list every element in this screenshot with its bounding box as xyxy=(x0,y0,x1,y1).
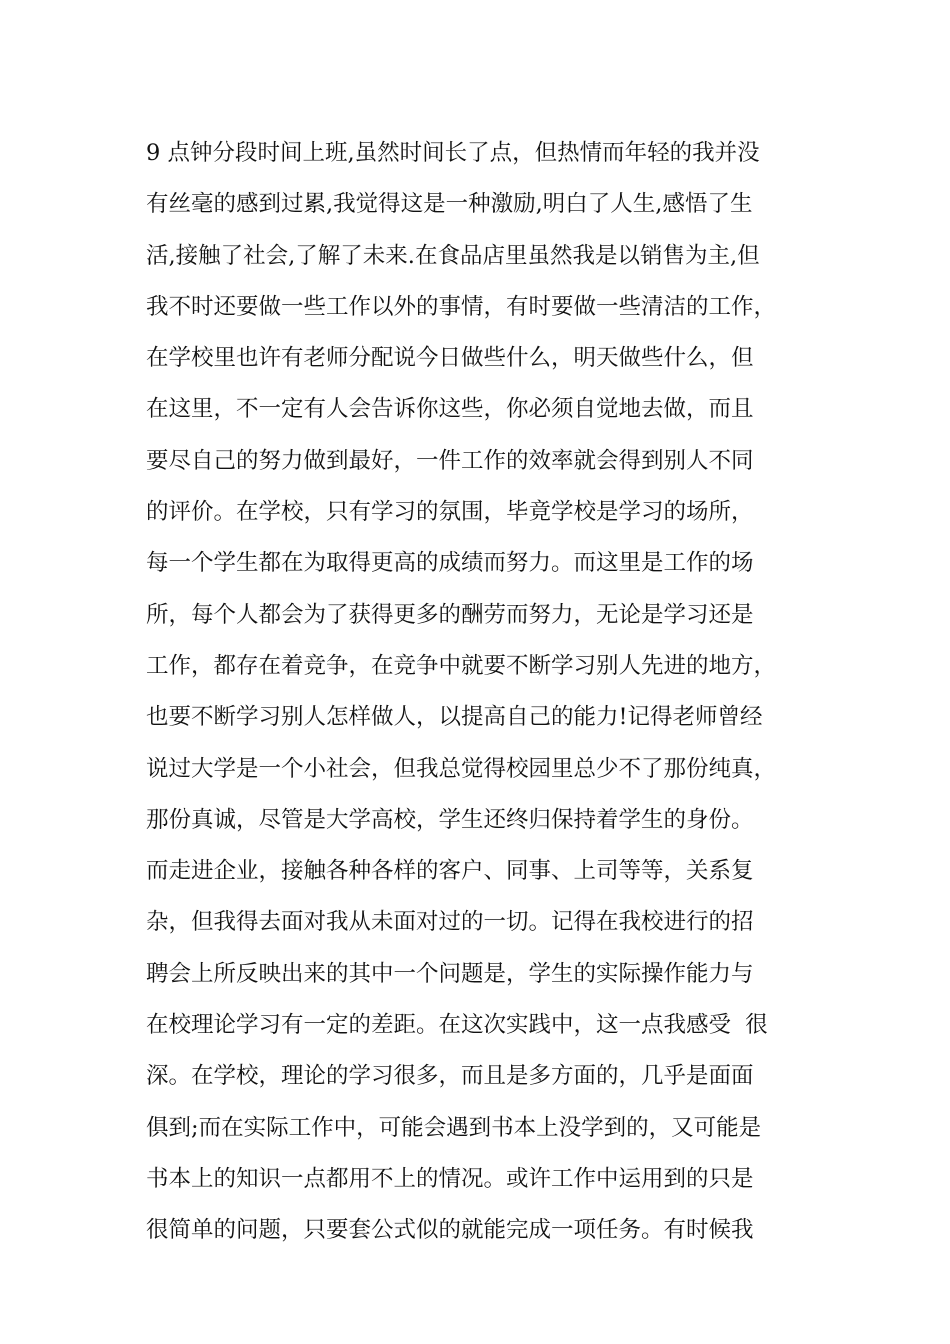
text-line-2: 有丝毫的感到过累,我觉得这是一种激励,明白了人生,感悟了生 xyxy=(146,191,753,218)
text-line-8: 的评价。在学校，只有学习的氛围，毕竟学校是学习的场所， xyxy=(146,499,754,526)
text-line-19: 深。在学校，理论的学习很多，而且是多方面的，几乎是面面 xyxy=(146,1063,754,1090)
text-line-10: 所，每个人都会为了获得更多的酬劳而努力，无论是学习还是 xyxy=(146,601,754,628)
text-line-17: 聘会上所反映出来的其中一个问题是，学生的实际操作能力与 xyxy=(146,960,754,987)
text-line-9: 每一个学生都在为取得更高的成绩而努力。而这里是工作的场 xyxy=(146,550,754,577)
text-line-14: 那份真诚，尽管是大学高校，学生还终归保持着学生的身份。 xyxy=(146,806,754,833)
text-line-13: 说过大学是一个小社会，但我总觉得校园里总少不了那份纯真， xyxy=(146,755,777,782)
text-line-16: 杂，但我得去面对我从未面对过的一切。记得在我校进行的招 xyxy=(146,909,754,936)
text-line-4: 我不时还要做一些工作以外的事情，有时要做一些清洁的工作， xyxy=(146,293,777,320)
text-line-20: 俱到;而在实际工作中，可能会遇到书本上没学到的，又可能是 xyxy=(146,1114,762,1141)
body-text xyxy=(146,128,826,1257)
text-line-11: 工作，都存在着竞争，在竞争中就要不断学习别人先进的地方， xyxy=(146,652,777,679)
text-line-21: 书本上的知识一点都用不上的情况。或许工作中运用到的只是 xyxy=(146,1165,754,1192)
text-line-18: 在校理论学习有一定的差距。在这次实践中，这一点我感受 很 xyxy=(146,1012,768,1039)
text-line-5: 在学校里也许有老师分配说今日做些什么，明天做些什么，但 xyxy=(146,345,754,372)
text-line-3: 活,接触了社会,了解了未来.在食品店里虽然我是以销售为主,但 xyxy=(146,242,760,269)
text-line-15: 而走进企业，接触各种各样的客户、同事、上司等等，关系复 xyxy=(146,858,754,885)
text-line-1: 9 点钟分段时间上班,虽然时间长了点，但热情而年轻的我并没 xyxy=(146,140,760,166)
text-line-12: 也要不断学习别人怎样做人，以提高自己的能力!记得老师曾经 xyxy=(146,704,763,731)
text-line-22: 很简单的问题，只要套公式似的就能完成一项任务。有时候我 xyxy=(146,1217,754,1244)
text-line-7: 要尽自己的努力做到最好，一件工作的效率就会得到别人不同 xyxy=(146,447,754,474)
text-line-6: 在这里，不一定有人会告诉你这些，你必须自觉地去做，而且 xyxy=(146,396,754,423)
